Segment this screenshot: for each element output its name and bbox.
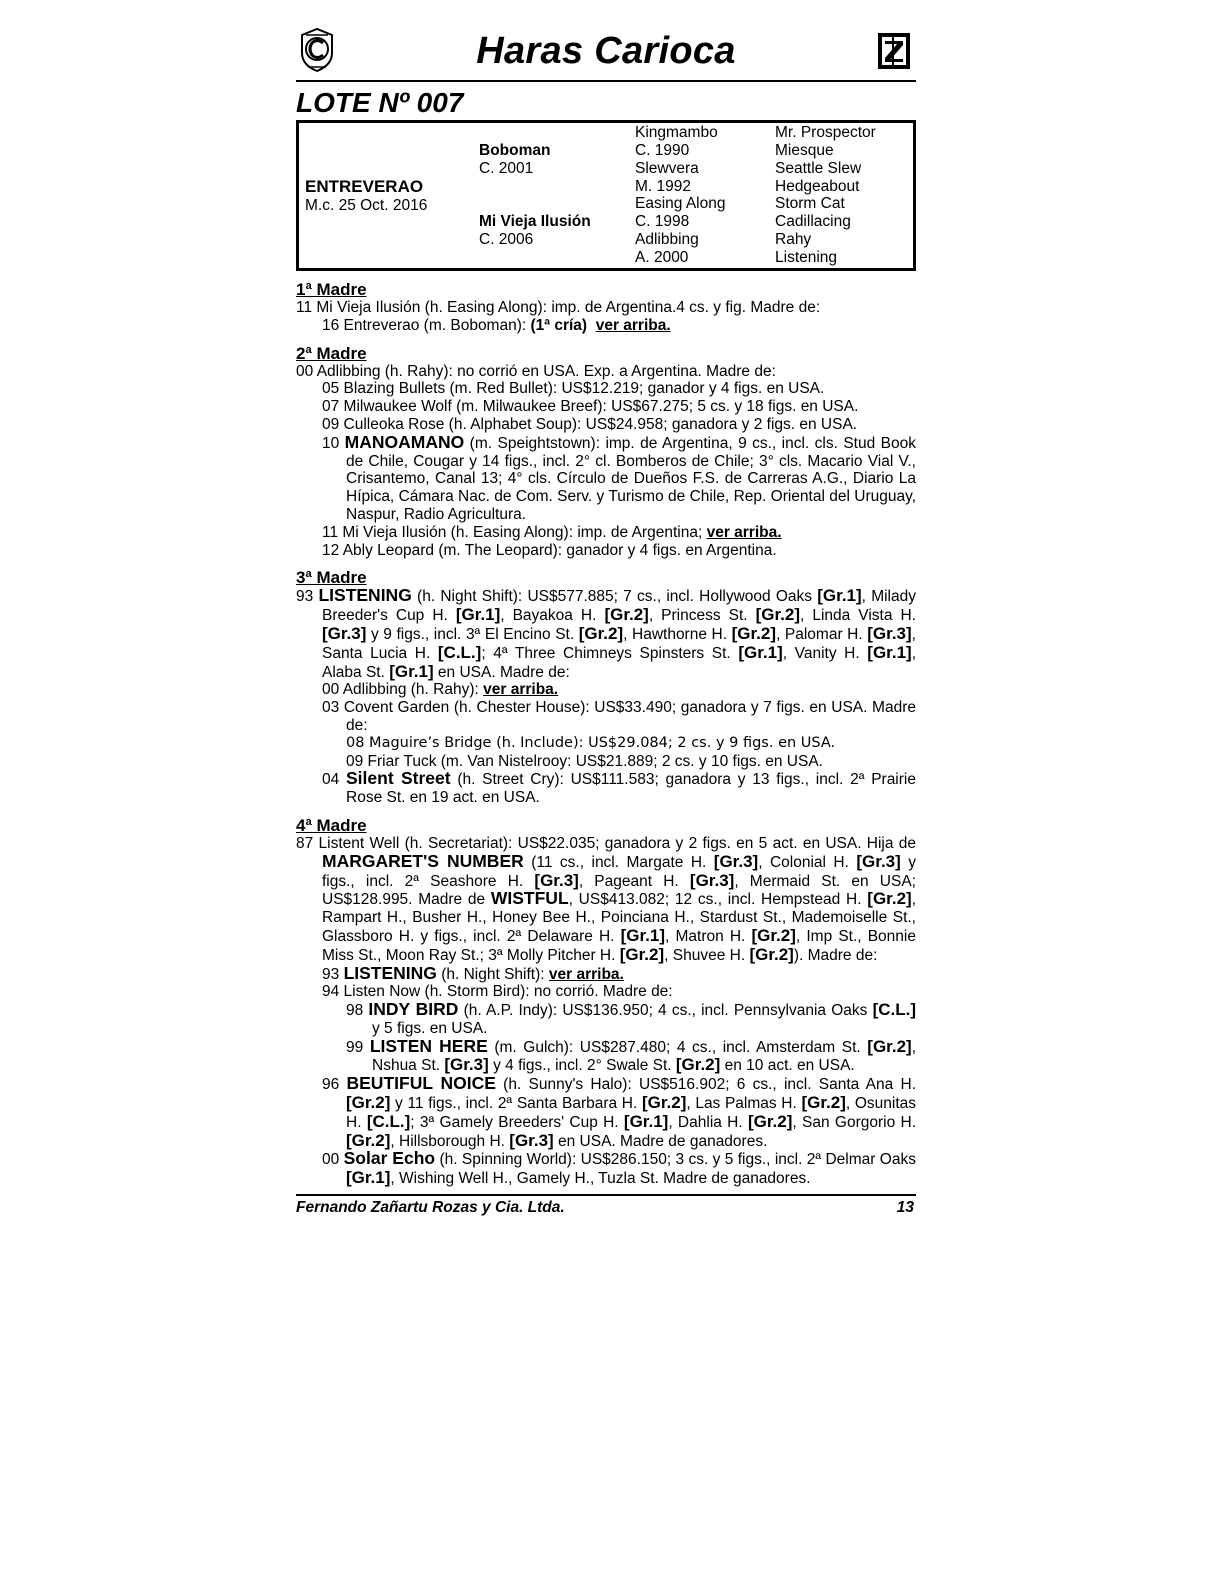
foal-year: 00 [322, 1151, 344, 1169]
offspring-line [296, 524, 916, 542]
grade-badge: [Gr.1] [623, 1111, 669, 1131]
horse-name: MARGARET'S NUMBER [322, 850, 524, 871]
horse-name: WISTFUL [490, 888, 569, 909]
grade-badge: [Gr.3] [509, 1130, 554, 1150]
dam-line: 00 Adlibbing (h. Rahy): no corrió en USA. Exp. a Argentina. Madre de: [296, 362, 776, 380]
race-record: , Osunitas H. [346, 1095, 917, 1131]
grade-badge: [Gr.2] [641, 1093, 687, 1113]
grade-badge: [Gr.2] [346, 1093, 391, 1113]
foal-year: 98 [346, 1002, 369, 1020]
grade-badge: [Gr.3] [867, 623, 912, 643]
sire-name: Boboman [479, 142, 551, 159]
race-record: , Vanity H. [782, 644, 868, 662]
race-record: ; 4ª Three Chimneys Spinsters St. [481, 644, 739, 662]
grand-offspring-line: 08 Maguire’s Bridge (h. Include): US$29.084; 2 cs. y 9 figs. en USA. [346, 734, 836, 751]
race-record: , Dahlia H. [668, 1113, 748, 1131]
offspring-text: 11 Mi Vieja Ilusión (h. Easing Along): imp. de Argentina; [322, 523, 707, 541]
lot-number: LOTE Nº 007 [296, 87, 464, 118]
grade-badge: [Gr.3] [713, 851, 759, 871]
grade-badge: [Gr.2] [755, 605, 800, 625]
race-record: , Bayakoa H. [500, 607, 605, 625]
grade-badge: [Gr.2] [604, 605, 649, 625]
horse-name: LISTEN HERE [369, 1035, 488, 1056]
grand-offspring-line [296, 1001, 916, 1038]
see-above-link[interactable]: ver arriba. [595, 316, 671, 334]
dam-line [296, 835, 916, 965]
race-record: , Milady Breeder's Cup H. [322, 588, 916, 625]
race-record: , Matron H. [665, 927, 752, 945]
section-heading-madre2: 2ª Madre [296, 343, 367, 363]
race-record: , Shuvee H. [664, 946, 750, 964]
race-record: , US$413.082; 12 cs., incl. Hempstead H. [568, 891, 868, 909]
page-footer [296, 1194, 916, 1219]
foal-year: 93 [296, 588, 319, 606]
grade-badge: [Gr.1] [346, 1168, 391, 1188]
horse-name: BEUTIFUL NOICE [346, 1073, 496, 1094]
gen2-cell: Slewvera [635, 160, 699, 177]
grade-badge: [Gr.3] [534, 870, 579, 890]
race-record: y 4 figs., incl. 2° Swale St. [488, 1057, 676, 1075]
race-record: , Hawthorne H. [623, 625, 732, 643]
race-record: , Nshua St. [372, 1038, 916, 1075]
race-record: y figs., incl. 2ª Seashore H. [322, 853, 917, 890]
grade-badge: [Gr.3] [444, 1055, 489, 1075]
dam-line [296, 587, 916, 681]
offspring-text: (h. Night Shift): [436, 965, 549, 983]
foal-year: 96 [322, 1076, 347, 1094]
dam-line: 11 Mi Vieja Ilusión (h. Easing Along): imp. de Argentina.4 cs. y fig. Madre de: [296, 299, 821, 316]
race-record: , Imp St., Bonnie Miss St., Moon Ray St.; 3ª Molly Pitcher H. [322, 927, 916, 964]
page-header [296, 24, 916, 82]
gen3-cell: Storm Cat [775, 195, 845, 212]
race-record: en USA. Madre de: [433, 663, 570, 681]
dam-name: Mi Vieja Ilusión [479, 213, 591, 230]
grade-badge: [C.L.] [437, 642, 482, 662]
horse-name: INDY BIRD [368, 999, 459, 1020]
grade-badge: [Gr.2] [748, 1111, 793, 1131]
gen2-cell: A. 2000 [635, 249, 689, 266]
grade-badge: [C.L.] [366, 1111, 411, 1131]
see-above-link[interactable]: ver arriba. [548, 965, 624, 983]
grade-badge: [Gr.2] [801, 1093, 846, 1113]
race-record: , Rampart H., Busher H., Honey Bee H., Poinciana H., Stardust St., Mademoiselle St., Glassboro H. y figs., incl. 2ª Delaware H. [322, 891, 916, 945]
company-name: Fernando Zañartu Rozas y Cia. Ltda. [296, 1199, 565, 1217]
offspring-line: 05 Blazing Bullets (m. Red Bullet): US$12.219; ganador y 4 figs. en USA. [322, 380, 825, 398]
race-record: 87 Listent Well (h. Secretariat): US$22.035; ganadora y 2 figs. en 5 act. en USA. Hija de [296, 834, 916, 852]
race-record: en USA. Madre de ganadores. [553, 1132, 768, 1150]
offspring-line: 07 Milwaukee Wolf (m. Milwaukee Breef): US$67.275; 5 cs. y 18 figs. en USA. [322, 398, 859, 416]
race-record: , Las Palmas H. [686, 1095, 802, 1113]
race-record: , Palomar H. [776, 625, 868, 643]
section-heading-madre4: 4ª Madre [296, 815, 367, 835]
grade-badge: [Gr.2] [751, 925, 796, 945]
race-record: , Mermaid St. en USA; US$128.995. Madre de [322, 872, 916, 909]
race-record: y 9 figs., incl. 3ª El Encino St. [366, 625, 579, 643]
offspring-line [296, 1150, 916, 1188]
race-record: , Princess St. [648, 607, 756, 625]
grade-badge: [C.L.] [872, 1000, 916, 1020]
fz-brand-logo-icon [872, 29, 914, 73]
grade-badge: [Gr.1] [867, 642, 912, 662]
offspring-line [296, 317, 916, 335]
grade-badge: [Gr.2] [867, 889, 912, 909]
section-heading-madre1: 1ª Madre [296, 280, 367, 299]
see-above-link[interactable]: ver arriba. [483, 681, 559, 699]
offspring-text: 16 Entreverao (m. Boboman): [322, 316, 531, 334]
offspring-line [296, 1075, 916, 1150]
race-record: y 11 figs., incl. 2ª Santa Barbara H. [390, 1095, 642, 1113]
race-record: (m. Gulch): US$287.480; 4 cs., incl. Amsterdam St. [487, 1038, 868, 1056]
race-record: , Linda Vista H. [800, 607, 916, 625]
offspring-line [296, 770, 916, 807]
gen2-cell: Kingmambo [635, 124, 718, 141]
gen3-cell: Mr. Prospector [775, 124, 876, 141]
race-record: , Alaba St. [322, 644, 917, 681]
gen3-cell: Miesque [775, 142, 834, 159]
race-record: , Wishing Well H., Gamely H., Tuzla St. Madre de ganadores. [390, 1170, 811, 1188]
race-record: , San Gorgorio H. [792, 1113, 917, 1131]
race-record: , Pageant H. [578, 872, 690, 890]
page-number: 13 [896, 1199, 914, 1217]
foal-year: 04 [322, 771, 346, 789]
grade-badge: [Gr.2] [867, 1036, 912, 1056]
foal-year: 93 [322, 965, 344, 983]
offspring-line: 12 Ably Leopard (m. The Leopard): ganador y 4 figs. en Argentina. [322, 541, 777, 559]
race-record: , Santa Lucia H. [322, 625, 916, 662]
offspring-line [296, 431, 916, 524]
horse-name: ENTREVERAO [305, 177, 424, 196]
race-record: (m. Speightstown): imp. de Argentina, 9 cs., incl. cls. Stud Book de Chile, Cougar y 14 figs., incl. 2° cl. Bomberos de Chile; 3° cls. Macario Vial V., Crisantemo, Canal 13; 4° cls. Círculo de Dueños F.S. de Carreras A.G., Diario La Hípica, Cámara Nac. de Com. Serv. y Turismo de Chile, Rep. Oriental del Uruguay, Naspur, Radio Agricultura. [346, 434, 916, 523]
grade-badge: [Gr.1] [389, 661, 434, 681]
grade-badge: [Gr.2] [749, 944, 794, 964]
offspring-line: 94 Listen Now (h. Storm Bird): no corrió. Madre de: [322, 983, 673, 1001]
grand-offspring-line [296, 1035, 916, 1076]
pedigree-box [296, 120, 916, 271]
grade-badge: [Gr.3] [322, 623, 367, 643]
gen3-cell: Cadillacing [775, 213, 851, 230]
gen2-cell: Easing Along [635, 195, 726, 212]
gen2-cell: Adlibbing [635, 231, 699, 248]
grade-badge: [Gr.1] [817, 586, 862, 606]
see-above-link[interactable]: ver arriba. [706, 523, 782, 541]
gen3-cell: Rahy [775, 231, 812, 248]
gen3-cell: Seattle Slew [775, 160, 862, 177]
gen2-cell: C. 1998 [635, 213, 690, 230]
race-record: (h. A.P. Indy): US$136.950; 4 cs., incl. Pennsylvania Oaks [458, 1002, 873, 1020]
horse-name: Silent Street [346, 768, 451, 789]
horse-name: MANOAMANO [344, 431, 465, 452]
race-record: y 5 figs. en USA. [372, 1019, 488, 1037]
race-record: , Hillsborough H. [390, 1132, 510, 1150]
grade-badge: [Gr.2] [346, 1130, 391, 1150]
gen3-cell: Listening [775, 249, 838, 266]
page-title: Haras Carioca [476, 30, 736, 72]
race-record: (h. Night Shift): US$577.885; 7 cs., incl. Hollywood Oaks [411, 588, 818, 606]
gen2-cell: C. 1990 [635, 142, 690, 159]
section-heading-madre3: 3ª Madre [296, 568, 367, 588]
grand-offspring-line: 09 Friar Tuck (m. Van Nistelrooy: US$21.889; 2 cs. y 10 figs. en USA. [346, 752, 823, 770]
foal-year: 10 [322, 434, 345, 452]
grade-badge: [Gr.3] [689, 870, 735, 890]
gen3-cell: Hedgeabout [775, 178, 860, 195]
catalog-page [296, 24, 916, 1219]
first-foal-note: (1ª cría) [530, 316, 588, 334]
offspring-line: 03 Covent Garden (h. Chester House): US$33.490; ganadora y 7 figs. en USA. Madre de: [322, 699, 916, 734]
race-record: en 10 act. en USA. [720, 1057, 855, 1075]
offspring-text: 00 Adlibbing (h. Rahy): [322, 681, 484, 699]
race-record: (h. Spinning World): US$286.150; 3 cs. y 5 figs., incl. 2ª Delmar Oaks [435, 1151, 916, 1169]
sire-info: C. 2001 [479, 160, 534, 177]
foal-year: 99 [346, 1038, 370, 1056]
race-record: (h. Street Cry): US$111.583; ganadora y 13 figs., incl. 2ª Prairie Rose St. en 19 act. en USA. [346, 771, 916, 807]
race-record: ). Madre de: [793, 946, 878, 964]
horse-info: M.c. 25 Oct. 2016 [305, 197, 428, 214]
offspring-line: 09 Culleoka Rose (h. Alphabet Soup): US$24.958; ganadora y 2 figs. en USA. [322, 415, 858, 433]
horse-name: LISTENING [343, 962, 437, 983]
grade-badge: [Gr.2] [675, 1055, 721, 1075]
race-record: (h. Sunny's Halo): US$516.902; 6 cs., incl. Santa Ana H. [495, 1076, 916, 1094]
gen2-cell: M. 1992 [635, 178, 692, 195]
race-record: (11 cs., incl. Margate H. [523, 853, 714, 871]
grade-badge: [Gr.1] [620, 925, 666, 945]
offspring-line [296, 681, 916, 699]
horse-name: Solar Echo [343, 1148, 436, 1169]
grade-badge: [Gr.2] [619, 944, 665, 964]
race-record: ; 3ª Gamely Breeders' Cup H. [410, 1113, 624, 1131]
horse-name: LISTENING [318, 585, 412, 606]
grade-badge: [Gr.1] [455, 605, 501, 625]
grade-badge: [Gr.1] [738, 642, 783, 662]
race-record: , Colonial H. [758, 853, 857, 871]
dam-info: C. 2006 [479, 231, 534, 248]
offspring-line [296, 962, 916, 984]
grade-badge: [Gr.3] [856, 851, 901, 871]
grade-badge: [Gr.2] [731, 623, 777, 643]
grade-badge: [Gr.2] [578, 623, 624, 643]
